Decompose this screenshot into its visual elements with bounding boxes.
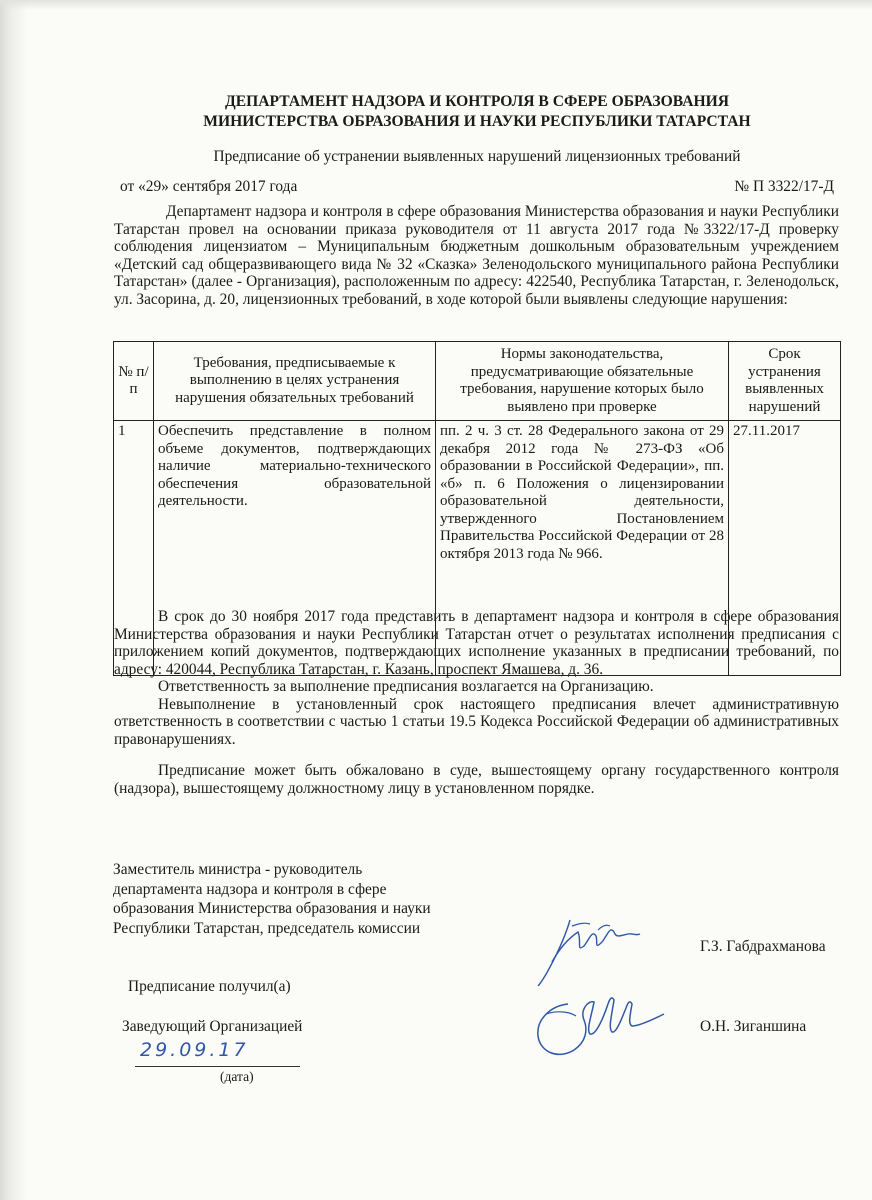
signer-name: Г.З. Габдрахманова (700, 938, 826, 955)
appeal-paragraph: Предписание может быть обжаловано в суде, вышестоящему органу государственного контроля (надзора), вышестоящему должностному лицу в установленном порядке. (114, 762, 839, 797)
cell-deadline: 27.11.2017 (729, 421, 841, 676)
document-date: от «29» сентября 2017 года (120, 178, 298, 195)
header-line-1: ДЕПАРТАМЕНТ НАДЗОРА И КОНТРОЛЯ В СФЕРЕ ОБРАЗОВАНИЯ (225, 93, 729, 110)
body-paragraphs (114, 608, 839, 797)
handwritten-date: 29.09.17 (140, 1039, 249, 1061)
responsibility-paragraph: Ответственность за выполнение предписания возлагается на Организацию. (158, 678, 654, 695)
header-requirement: Требования, предписываемые к выполнению в целях устранения нарушения обязательных требований (154, 342, 436, 421)
header-line-2: МИНИСТЕРСТВА ОБРАЗОВАНИЯ И НАУКИ РЕСПУБЛИКИ ТАТАРСТАН (203, 113, 751, 130)
recipient-title: Заведующий Организацией (122, 1018, 303, 1035)
document-number: № П 3322/17-Д (734, 178, 834, 195)
document-title: Предписание об устранении выявленных нарушений лицензионных требований (213, 148, 741, 165)
signer-title: Заместитель министра - руководитель департамента надзора и контроля в сфере образования Министерства образования и науки Республики Татарстан, председатель комиссии (113, 861, 431, 937)
header-deadline: Срок устранения выявленных нарушений (729, 342, 841, 421)
date-caption: (дата) (220, 1069, 254, 1084)
cell-norms: пп. 2 ч. 3 ст. 28 Федерального закона от 29 декабря 2012 года № 273-ФЗ «Об образовании в Российской Федерации», пп. «б» п. 6 Положения о лицензировании образовательной деятельности, утвержденного Постановлением Правительства Российской Федерации от 28 октября 2013 года № 966. (436, 421, 729, 676)
scan-edge-shadow (0, 0, 28, 1200)
received-label: Предписание получил(а) (128, 978, 291, 995)
scan-top-shadow (0, 0, 872, 10)
signature-official (532, 912, 647, 990)
cell-requirement: Обеспечить представление в полном объеме документов, подтверждающих наличие материально-технического обеспечения образовательной деятельности. (154, 421, 436, 676)
recipient-name: О.Н. Зиганшина (700, 1018, 807, 1035)
signature-recipient (528, 990, 668, 1065)
cell-number: 1 (114, 421, 154, 676)
date-field (135, 1040, 300, 1067)
department-header (112, 92, 842, 132)
header-norms: Нормы законодательства, предусматривающие обязательные требования, нарушение которых было выявлено при проверке (436, 342, 729, 421)
table-header-row (114, 342, 841, 421)
header-number: № п/п (114, 342, 154, 421)
liability-paragraph: Невыполнение в установленный срок настоящего предписания влечет административную ответственность в соответствии с частью 1 статьи 19.5 Кодекса Российской Федерации об административных правонарушениях. (114, 695, 839, 748)
intro-paragraph: Департамент надзора и контроля в сфере образования Министерства образования и науки Республики Татарстан провел на основании приказа руководителя от 11 августа 2017 года №3322/17-Д проверку соблюдения лицензиатом – Муниципальным бюджетным дошкольным образовательным учреждением «Детский сад общеразвивающего вида № 32 «Сказка» Зеленодольского муниципального района Республики Татарстан» (далее - Организация), расположенным по адресу: 422540, Республика Татарстан, г. Зеленодольск, ул. Засорина, д. 20, лицензионных требований, в ходе которой были выявлены следующие нарушения: (114, 203, 839, 308)
report-paragraph: В срок до 30 ноября 2017 года представить в департамент надзора и контроля в сфере образования Министерства образования и науки Республики Татарстан отчет о результатах исполнения предписания с приложением копий документов, подтверждающих исполнение указанных в предписании требований, по адресу: 420044, Республика Татарстан, г. Казань, проспект Ямашева, д. 36. (114, 608, 839, 678)
